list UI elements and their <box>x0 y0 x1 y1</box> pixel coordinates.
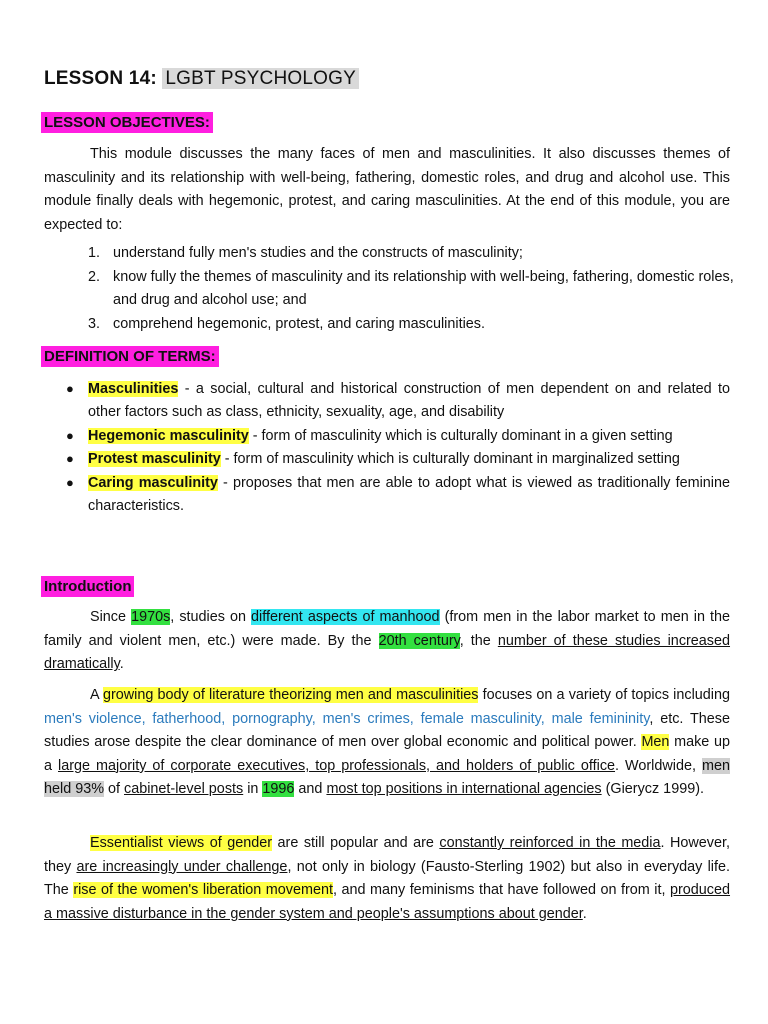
intro-paragraph-3: Essentialist views of gender are still popular and are constantly reinforced in the media. However, they are increasingly under challenge, not only in biology (Fausto-Sterling 1902) but also in everyday life. The rise of the women's liberation movement, and many feminisms that have followed on from it, produced a massive disturbance in the gender system and people's assumptions about gender. <box>44 835 731 922</box>
definitions-heading: DEFINITION OF TERMS: <box>41 346 219 367</box>
term: Protest masculinity <box>88 451 221 468</box>
objectives-intro: This module discusses the many faces of men and masculinities. It also discusses themes of masculinity and its relationship with well-being, fathering, domestic roles, and drug and alcohol use. This module finally deals with hegemonic, protest, and caring masculinities. At the end of this module, you are expected to: <box>44 146 730 233</box>
intro-paragraph-1: Since 1970s, studies on different aspects of manhood (from men in the labor market to men in the family and violent men, etc.) were made. By the 20th century, the number of these studies increased dramatically. <box>44 609 731 673</box>
bullet-icon: ● <box>66 427 74 443</box>
introduction-heading: Introduction <box>41 576 134 597</box>
objectives-list <box>88 242 738 336</box>
term: Masculinities <box>88 381 179 397</box>
list-item: ● Protest masculinity - form of masculinity which is culturally dominant in marginalized setting <box>64 448 730 471</box>
intro-paragraph-2: A growing body of literature theorizing men and masculinities focuses on a variety of topics including men's violence, fatherhood, pornography, men's crimes, female masculinity, male femininity, etc. These studies arose despite the clear dominance of men over global economic and political power. Men make up a large majority of corporate executives, top professionals, and holders of public office. Worldwide, men held 93% of cabinet-level posts in 1996 and most top positions in international agencies (Gierycz 1999). <box>44 687 730 798</box>
list-item: 2. know fully the themes of masculinity and its relationship with well-being, fathering, domestic roles, and drug and alcohol use; and <box>88 268 734 309</box>
list-item: 3. comprehend hegemonic, protest, and caring masculinities. <box>88 315 485 332</box>
objectives-heading: LESSON OBJECTIVES: <box>41 112 213 133</box>
list-item: ● Masculinities - a social, cultural and historical construction of men dependent on and related to other factors such as class, ethnicity, sexuality, age, and disability <box>64 378 730 424</box>
term: Hegemonic masculinity <box>88 427 249 444</box>
list-item: ● Hegemonic masculinity - form of masculinity which is culturally dominant in a given setting <box>64 425 730 448</box>
list-item: 1. understand fully men's studies and the constructs of masculinity; <box>88 245 523 261</box>
term: Caring masculinity <box>88 475 218 492</box>
definitions-list <box>64 378 730 519</box>
lesson-subject: LGBT PSYCHOLOGY <box>162 68 359 89</box>
bullet-icon: ● <box>66 381 74 396</box>
bullet-icon: ● <box>66 475 74 491</box>
lesson-title <box>44 68 359 90</box>
lesson-number: LESSON 14: <box>44 68 157 89</box>
list-item: ● Caring masculinity - proposes that men are able to adopt what is viewed as traditionally feminine characteristics. <box>64 472 730 518</box>
bullet-icon: ● <box>66 451 74 467</box>
